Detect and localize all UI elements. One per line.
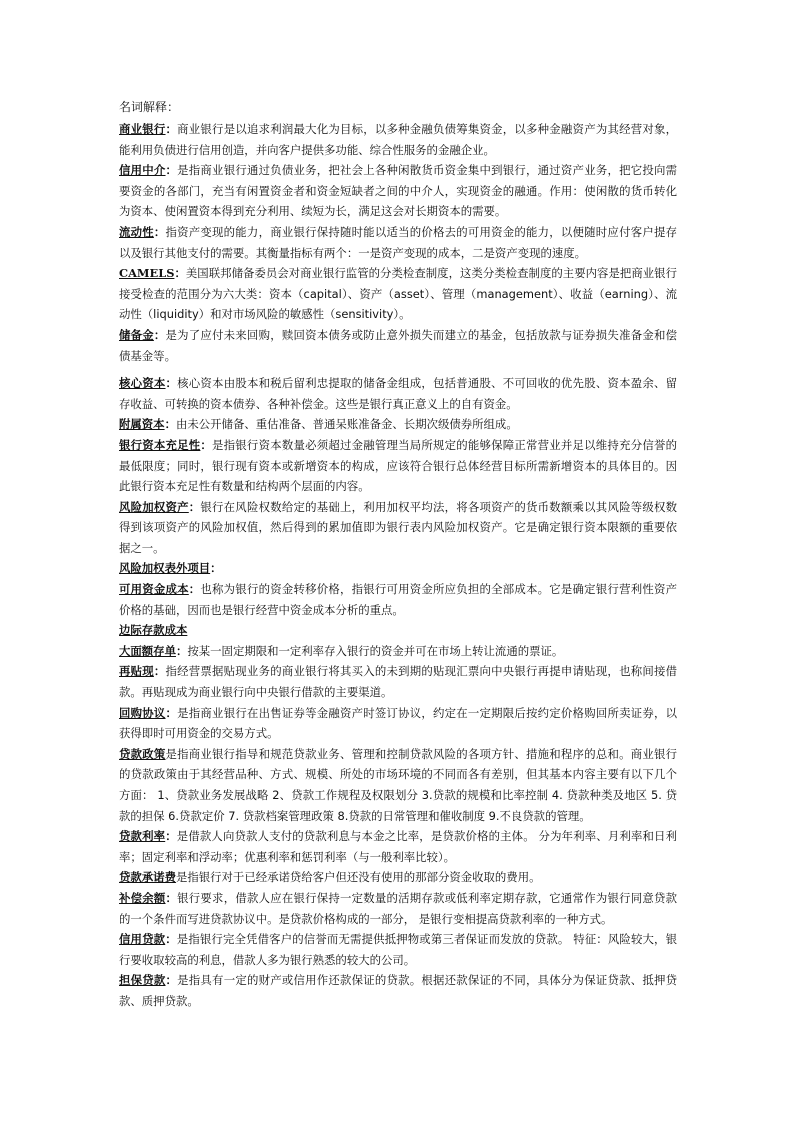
- glossary-entry: [119, 414, 677, 435]
- glossary-term: 信用贷款: [119, 932, 166, 947]
- glossary-term: 担保贷款: [119, 973, 166, 988]
- glossary-term: 附属资本: [119, 417, 165, 432]
- glossary-page: [119, 97, 677, 1012]
- term-separator: ：: [200, 437, 213, 452]
- glossary-entry: [119, 641, 677, 662]
- glossary-definition: 指经营票据贴现业务的商业银行将其买入的未到期的贴现汇票向中央银行再提申请贴现，也称间接借款。再贴现成为商业银行向中央银行借款的主要渠道。: [119, 664, 677, 700]
- glossary-definition: 美国联邦储备委员会对商业银行监管的分类检查制度，这类分类检查制度的主要内容是把商业银行接受检查的范围分为六大类：资本（capital）、资产（asset）、管理（management）、收益（earning）、流动性（liquidity）和对市场风险的敏感性（sensitivity）。: [119, 266, 677, 322]
- glossary-term: 商业银行: [119, 122, 166, 136]
- glossary-entry: [119, 263, 677, 325]
- term-separator: ：: [165, 376, 178, 391]
- glossary-term: 边际存款成本: [119, 623, 188, 638]
- glossary-definition: 指资产变现的能力，商业银行保持随时能以适当的价格去的可用资金的能力，以便随时应付客户提存以及银行其他支付的需要。其衡量指标有两个：一是资产变现的成本，二是资产变现的速度。: [119, 224, 677, 260]
- glossary-entry: [119, 222, 677, 263]
- glossary-term: 回购协议: [119, 705, 166, 720]
- glossary-definition: 也称为银行的资金转移价格，指银行可用资金所应负担的全部成本。它是确定银行营利性资产价格的基础，因而也是银行经营中资金成本分析的重点。: [119, 582, 677, 617]
- glossary-entry: [119, 435, 677, 497]
- glossary-entry: [119, 119, 677, 160]
- term-separator: ：: [174, 266, 186, 281]
- glossary-definition: 是指银行完全凭借客户的信誉而无需提供抵押物或第三者保证而发放的贷款。 特征：风险较大，银行要收取较高的利息，借款人多为银行熟悉的较大的公司。: [119, 932, 677, 967]
- glossary-entry: [119, 160, 677, 222]
- term-separator: ：: [165, 973, 178, 988]
- glossary-entry: [119, 497, 677, 559]
- glossary-term: 再贴现: [119, 664, 154, 679]
- glossary-definition: 核心资本由股本和税后留利忠提取的储备金组成，包括普通股、不可回收的优先股、资本盈余、留存收益、可转换的资本债券、各种补偿金。这些是银行真正意义上的自有资金。: [119, 376, 677, 411]
- term-separator: ：: [165, 932, 177, 947]
- term-separator: ：: [188, 582, 201, 597]
- glossary-definition: 是指商业银行在出售证券等金融资产时签订协议，约定在一定期限后按约定价格购回所卖证券，以获得即时可用资金的交易方式。: [119, 705, 677, 741]
- term-separator: ：: [165, 705, 178, 720]
- glossary-term: 贷款政策: [119, 746, 166, 761]
- term-separator: ：: [165, 163, 178, 178]
- glossary-entry: [119, 826, 677, 867]
- glossary-term: 补偿余额: [119, 890, 166, 905]
- section-heading: 名词解释：: [119, 100, 180, 114]
- glossary-definition: 按某一固定期限和一定利率存入银行的资金并可在市场上转让流通的票证。: [187, 643, 564, 658]
- glossary-term: 银行资本充足性: [119, 437, 201, 452]
- glossary-definition: 由未公开储备、重估准备、普通呆账准备金、长期次级债券所组成。: [175, 417, 518, 432]
- glossary-term: 流动性: [119, 224, 154, 239]
- glossary-definition: 是指商业银行指导和规范贷款业务、管理和控制贷款风险的各项方针、措施和程序的总和。商业银行的贷款政策由于其经营品种、方式、规模、所处的市场环境的不同而各有差别，但其基本内容主要有以下几个方面： 1、贷款业务发展战略 2、贷款工作规程及权限划分 3.贷款的规模和比率控制 4. 贷款种类及地区 5. 贷款的担保 6.贷款定价 7. 贷款档案管理政策 8.贷款的日常管理和催收制度 9.不良贷款的管理。: [119, 746, 677, 823]
- glossary-definition: 商业银行是以追求利润最大化为目标，以多种金融负债筹集资金，以多种金融资产为其经营对象，能利用负债进行信用创造，并向客户提供多功能、综合性服务的金融企业。: [119, 122, 677, 157]
- term-separator: ：: [175, 643, 188, 658]
- glossary-entry: [119, 929, 677, 970]
- glossary-term: 信用中介: [119, 163, 166, 178]
- glossary-term: 贷款承诺费: [119, 870, 176, 885]
- term-separator: ：: [165, 890, 178, 905]
- glossary-term: 储备金: [119, 327, 154, 342]
- term-separator: ：: [165, 122, 178, 136]
- glossary-term: 核心资本: [119, 376, 166, 391]
- glossary-entry: [119, 373, 677, 414]
- glossary-entry: [119, 558, 677, 579]
- term-separator: ：: [153, 664, 166, 679]
- glossary-entry: [119, 579, 677, 620]
- glossary-definition: 是指银行对于已经承诺贷给客户但还没有使用的那部分资金收取的费用。: [175, 870, 541, 885]
- term-separator: ：: [153, 327, 166, 342]
- term-separator: ：: [210, 561, 222, 576]
- glossary-entry: [119, 661, 677, 702]
- term-separator: ：: [188, 499, 201, 514]
- glossary-term: 大面额存单: [119, 643, 176, 658]
- glossary-entry: [119, 970, 677, 1011]
- glossary-entry: [119, 867, 677, 888]
- glossary-entry: [119, 888, 677, 929]
- glossary-entries: [119, 119, 677, 1012]
- glossary-entry: [119, 620, 677, 641]
- term-separator: ：: [164, 417, 176, 432]
- term-separator: ：: [165, 829, 177, 844]
- glossary-entry: [119, 744, 677, 826]
- glossary-entry: [119, 325, 677, 366]
- glossary-definition: 是指银行资本数量必须超过金融管理当局所规定的能够保障正常营业并足以维持充分信誉的最低限度；同时，银行现有资本或新增资本的构成，应该符合银行总体经营目标所需新增资本的具体目的。因此银行资本充足性有数量和结构两个层面的内容。: [119, 437, 677, 494]
- glossary-definition: 银行要求，借款人应在银行保持一定数量的活期存款或低利率定期存款，它通常作为银行同意贷款的一个条件而写进贷款协议中。是贷款价格构成的一部分， 是银行变相提高贷款利率的一种方式。: [119, 890, 677, 926]
- glossary-entry: [119, 703, 677, 744]
- glossary-definition: 是借款人向贷款人支付的贷款利息与本金之比率，是贷款价格的主体。 分为年利率、月利率和日利率；固定利率和浮动率；优惠利率和惩罚利率（与一般利率比较）。: [119, 829, 677, 864]
- glossary-term: CAMELS: [119, 266, 175, 281]
- glossary-term: 可用资金成本: [119, 582, 189, 597]
- glossary-definition: 银行在风险权数给定的基础上，利用加权平均法，将各项资产的货币数额乘以其风险等级权数得到该项资产的风险加权值，然后得到的累加值即为银行表内风险加权资产。它是确定银行资本限额的重要依据之一。: [119, 499, 677, 555]
- glossary-term: 风险加权表外项目: [119, 561, 211, 576]
- glossary-definition: 是为了应付未来回购，赎回资本债务或防止意外损失而建立的基金，包括放款与证券损失准备金和偿债基金等。: [119, 327, 677, 363]
- glossary-definition: 是指具有一定的财产或信用作还款保证的贷款。根据还款保证的不同，具体分为保证贷款、抵押贷款、质押贷款。: [119, 973, 677, 1008]
- glossary-definition: 是指商业银行通过负债业务，把社会上各种闲散货币资金集中到银行，通过资产业务，把它投向需要资金的各部门，充当有闲置资金者和资金短缺者之间的中介人，实现资金的融通。作用：使闲散的货币转化为资本、使闲置资本得到充分利用、续短为长，满足这会对长期资本的需要。: [119, 163, 677, 219]
- glossary-term: 贷款利率: [119, 829, 166, 844]
- term-separator: ：: [153, 224, 166, 239]
- glossary-term: 风险加权资产: [119, 499, 189, 514]
